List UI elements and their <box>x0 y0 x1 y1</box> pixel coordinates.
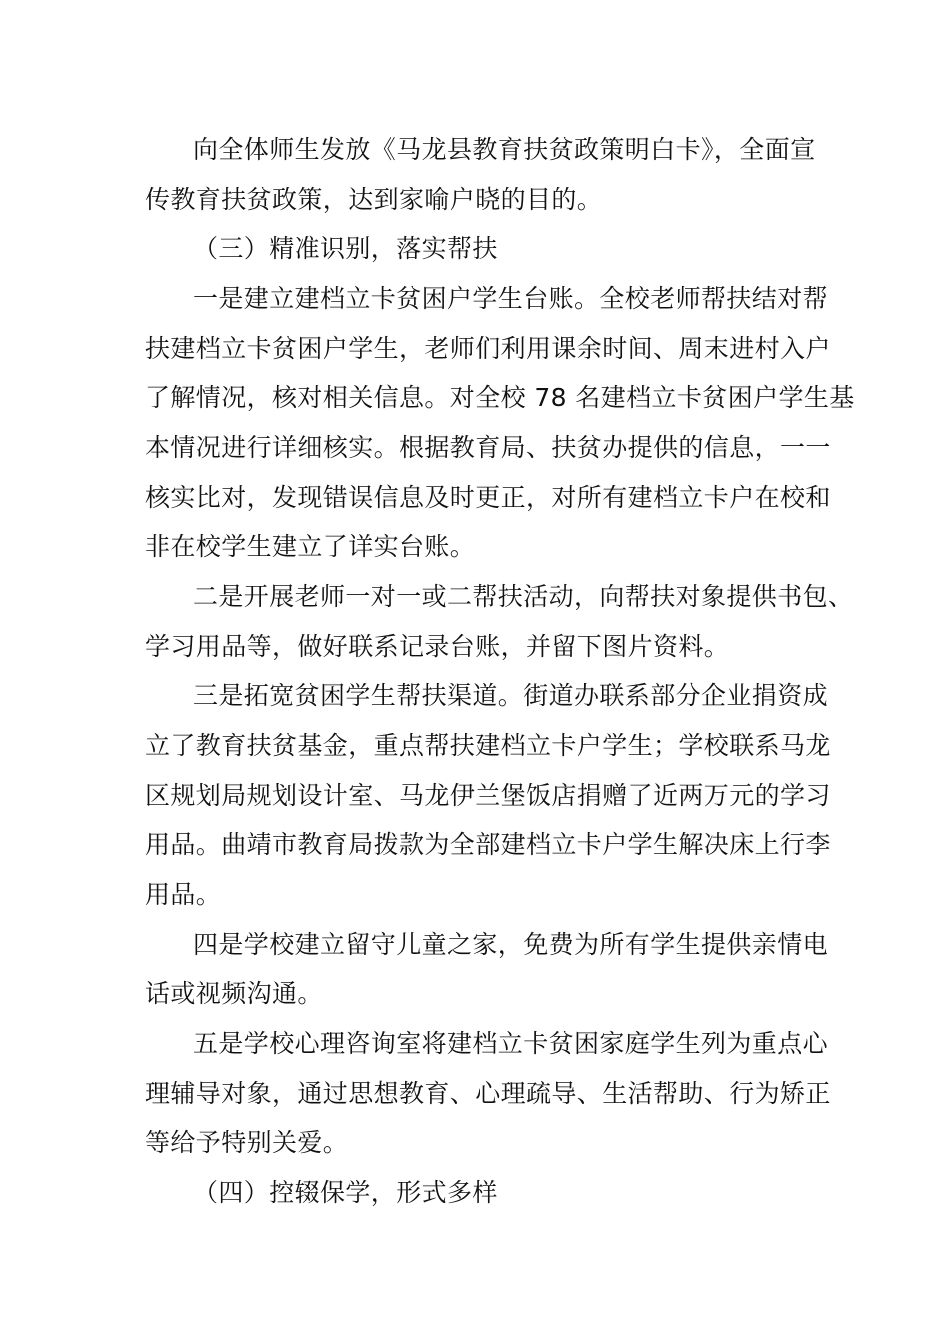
paragraph-line: 理辅导对象，通过思想教育、心理疏导、生活帮助、行为矫正 <box>145 1079 831 1108</box>
section-heading: （三）精准识别，落实帮扶 <box>193 234 498 263</box>
paragraph-line: 立了教育扶贫基金，重点帮扶建档立卡户学生；学校联系马龙 <box>145 731 831 760</box>
section-heading: （四）控辍保学，形式多样 <box>193 1178 498 1207</box>
paragraph-line: 用品。曲靖市教育局拨款为全部建档立卡户学生解决床上行李 <box>145 830 831 859</box>
paragraph-line: 传教育扶贫政策，达到家喻户晓的目的。 <box>145 185 603 214</box>
paragraph-line: 四是学校建立留守儿童之家，免费为所有学生提供亲情电 <box>193 930 829 959</box>
paragraph-line: 二是开展老师一对一或二帮扶活动，向帮扶对象提供书包、 <box>193 582 854 611</box>
paragraph-line: 非在校学生建立了详实台账。 <box>145 532 476 561</box>
paragraph-line: 区规划局规划设计室、马龙伊兰堡饭店捐赠了近两万元的学习 <box>145 781 831 810</box>
paragraph-line: 学习用品等，做好联系记录台账，并留下图片资料。 <box>145 632 730 661</box>
paragraph-line: 用品。 <box>145 880 222 909</box>
paragraph-line: 扶建档立卡贫困户学生，老师们利用课余时间、周末进村入户 <box>145 334 831 363</box>
paragraph-line: 核实比对，发现错误信息及时更正，对所有建档立卡户在校和 <box>145 483 831 512</box>
paragraph-line: 一是建立建档立卡贫困户学生台账。全校老师帮扶结对帮 <box>193 284 829 313</box>
paragraph-line: 本情况进行详细核实。根据教育局、扶贫办提供的信息，一一 <box>145 433 831 462</box>
paragraph-line: 五是学校心理咨询室将建档立卡贫困家庭学生列为重点心 <box>193 1029 829 1058</box>
paragraph-line: 三是拓宽贫困学生帮扶渠道。街道办联系部分企业捐资成 <box>193 681 829 710</box>
paragraph-line: 等给予特别关爱。 <box>145 1128 349 1157</box>
paragraph-line: 了解情况，核对相关信息。对全校 78 名建档立卡贫困户学生基 <box>145 383 855 412</box>
paragraph-line: 话或视频沟通。 <box>145 979 323 1008</box>
paragraph-line: 向全体师生发放《马龙县教育扶贫政策明白卡》，全面宣 <box>193 135 816 164</box>
